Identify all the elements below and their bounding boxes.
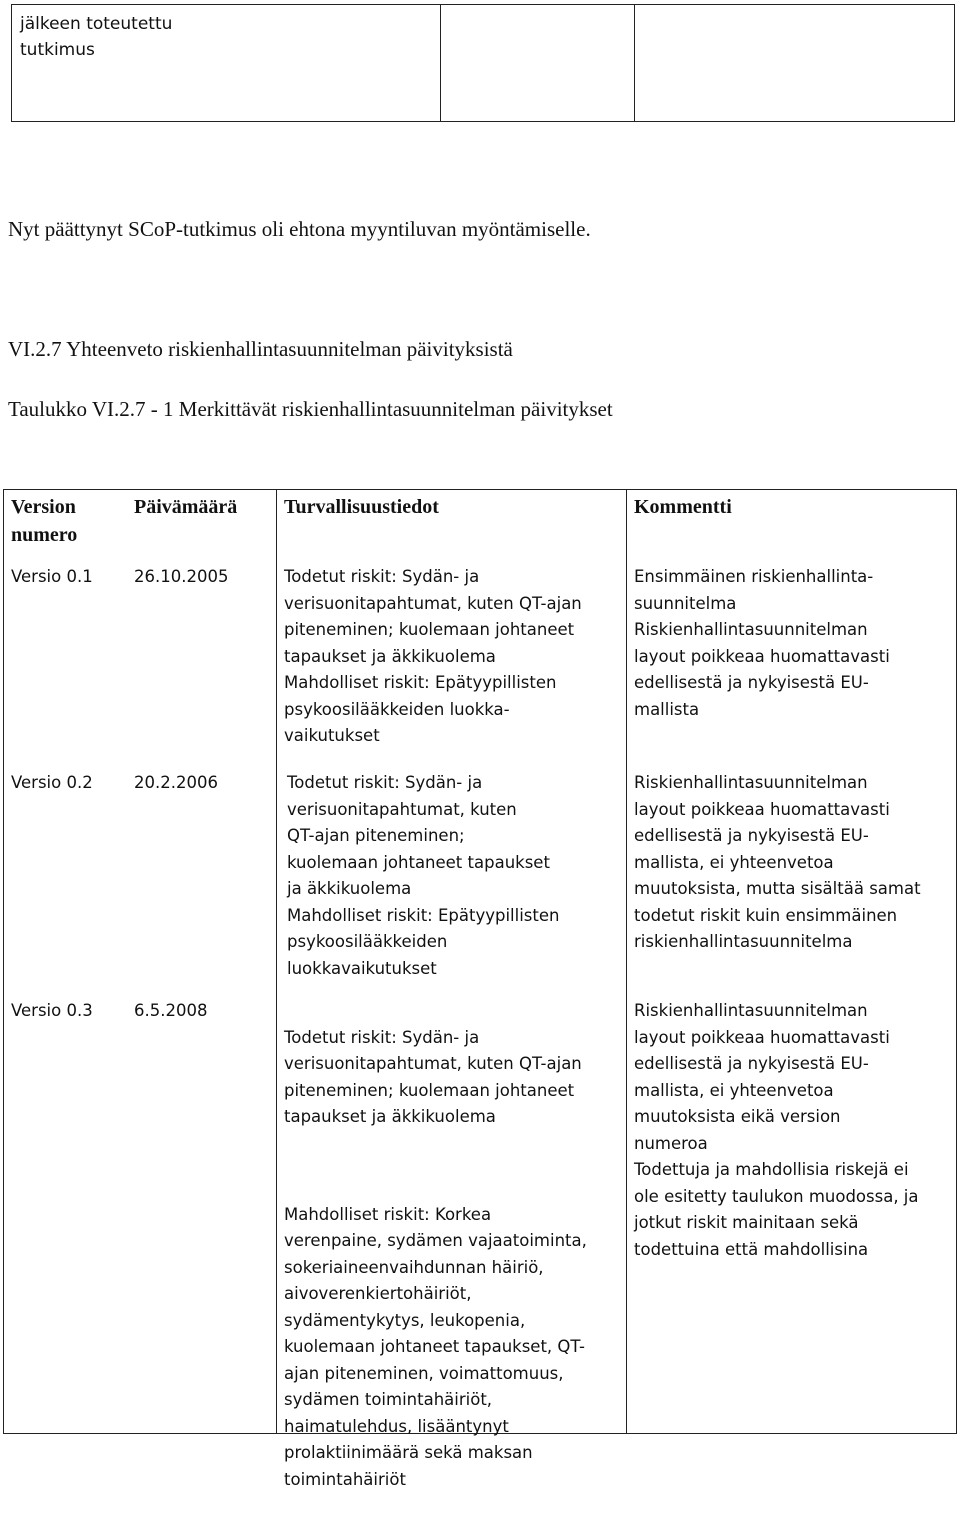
row2-date: 20.2.2006: [134, 773, 218, 792]
row3-potential-risks: Mahdolliset riskit: Korkea verenpaine, sydämen vajaatoiminta, sokeriaineenvaihdunnan häiriö, aivoverenkiertohäiriöt, sydämentykytys, leukopenia, kuolemaan johtaneet tapaukset, QT- ajan piteneminen, voimattomuus, sydämen toimintahäiriöt, haimatulehdus, lisääntynyt prolaktiinimäärä sekä maksan toimintahäiriöt: [284, 1204, 587, 1489]
header-safety-info: Turvallisuustiedot: [284, 496, 439, 518]
column-divider: [626, 490, 627, 1433]
risk-plan-updates-table: [3, 489, 957, 1489]
row1-safety-info: Todetut riskit: Sydän- ja verisuonitapahtumat, kuten QT-ajan piteneminen; kuolemaan johtaneet tapaukset ja äkkikuolema Mahdolliset riskit: Epätyypillisten psykoosilääkkeiden luokka- vaikutukset: [284, 567, 582, 745]
row1-comment: Ensimmäinen riskienhallinta- suunnitelma Riskienhallintasuunnitelman layout poikkeaa huomattavasti edellisestä ja nykyisestä EU- mallista: [634, 567, 890, 719]
row2-comment: Riskienhallintasuunnitelman layout poikkeaa huomattavasti edellisestä ja nykyisestä EU- mallista, ei yhteenvetoa muutoksista, mutta sisältää samat todetut riskit kuin ensimmäinen riskienhallintasuunnitelma: [634, 773, 921, 951]
table-caption: Taulukko VI.2.7 - 1 Merkittävät riskienhallintasuunnitelman päivitykset: [8, 397, 613, 421]
intro-paragraph: Nyt päättynyt SCoP-tutkimus oli ehtona myyntiluvan myöntämiselle.: [8, 217, 591, 241]
row2-version: Versio 0.2: [11, 773, 93, 792]
table-cell-text: jälkeen toteutettu tutkimus: [20, 14, 173, 60]
row3-comment: Riskienhallintasuunnitelman layout poikkeaa huomattavasti edellisestä ja nykyisestä EU- mallista, ei yhteenvetoa muutoksista eikä version numeroa Todettuja ja mahdollisia riskejä ei ole esitetty taulukon muodossa, ja jotkut riskit mainitaan sekä todettuina että mahdollisina: [634, 1001, 919, 1259]
row2-safety-info: Todetut riskit: Sydän- ja verisuonitapahtumat, kuten QT-ajan piteneminen; kuolemaan johtaneet tapaukset ja äkkikuolema Mahdolliset riskit: Epätyypillisten psykoosilääkkeiden luokkavaikutukset: [287, 773, 560, 978]
row1-version: Versio 0.1: [11, 567, 93, 586]
section-heading: VI.2.7 Yhteenveto riskienhallintasuunnitelman päivityksistä: [8, 337, 513, 361]
previous-table-fragment: [11, 4, 955, 122]
column-divider: [276, 490, 277, 1433]
row3-version: Versio 0.3: [11, 1001, 93, 1020]
row3-identified-risks: Todetut riskit: Sydän- ja verisuonitapahtumat, kuten QT-ajan piteneminen; kuolemaan johtaneet tapaukset ja äkkikuolema: [284, 1027, 582, 1126]
row1-date: 26.10.2005: [134, 567, 229, 586]
header-date: Päivämäärä: [134, 496, 238, 518]
column-divider: [440, 5, 441, 121]
column-divider: [634, 5, 635, 121]
header-comment: Kommentti: [634, 496, 732, 518]
header-version: Version numero: [11, 496, 78, 546]
row3-date: 6.5.2008: [134, 1001, 208, 1020]
row3-safety-info: [284, 998, 624, 1520]
